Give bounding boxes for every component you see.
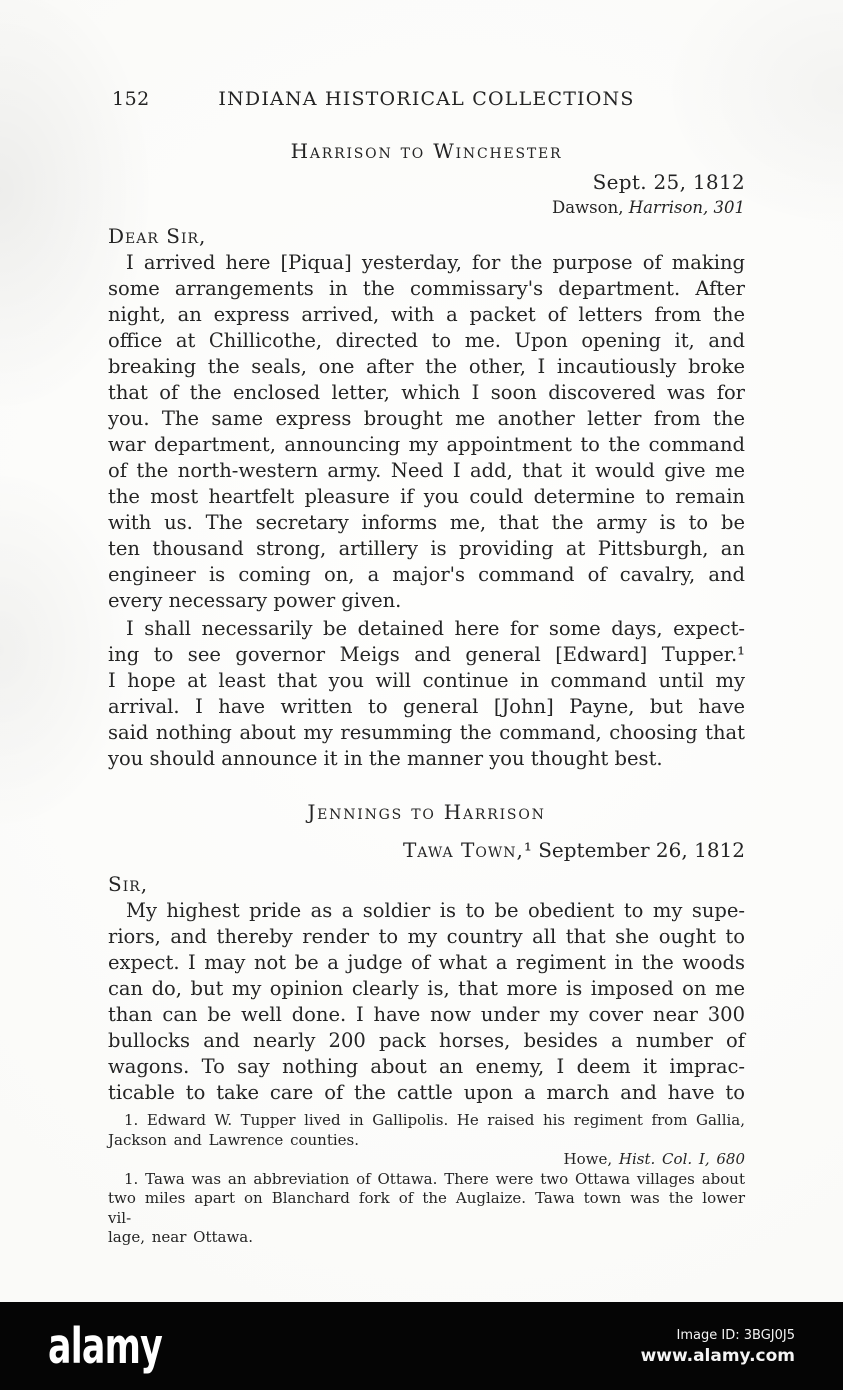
text-line: night, an express arrived, with a packet of letters from the (108, 303, 745, 326)
footnote-1 (108, 1111, 745, 1150)
text-line: wagons. To say nothing about an enemy, I deem it imprac- (108, 1055, 745, 1078)
text-line: that of the enclosed letter, which I soon discovered was for (108, 381, 745, 404)
footnote-source-citation (108, 1150, 745, 1170)
text-line: Jackson and Lawrence counties. (108, 1130, 359, 1149)
footnote-marker: ¹ (523, 838, 532, 862)
alamy-website-text: www.alamy.com (640, 1345, 795, 1366)
text-line: My highest pride as a soldier is to be obedient to my supe- (126, 899, 745, 922)
letter-paragraph (108, 616, 745, 772)
text-line: ticable to take care of the cattle upon a march and have to (108, 1081, 745, 1104)
watermark-info (641, 1326, 795, 1367)
text-line: engineer is coming on, a major's command of cavalry, and (108, 563, 745, 586)
text-line: every necessary power given. (108, 589, 402, 612)
source-roman: Dawson, (551, 198, 629, 217)
text-line: I hope at least that you will continue in command until my (108, 669, 745, 692)
letter-heading-jennings-to-harrison: Jennings to Harrison (307, 800, 546, 824)
letter-salutation: Dear Sir, (108, 224, 207, 248)
text-line: lage, near Ottawa. (108, 1228, 254, 1246)
text-line: 1. Tawa was an abbreviation of Ottawa. There were two Ottawa villages about (124, 1169, 745, 1188)
text-line: some arrangements in the commissary's department. After (108, 277, 745, 300)
source-italic: Harrison, 301 (628, 198, 745, 217)
letter-salutation: Sir, (108, 872, 149, 896)
text-line: riors, and thereby render to my country all that she ought to (108, 925, 745, 948)
running-head (108, 88, 745, 110)
source-italic: Hist. Col. I, 680 (618, 1150, 745, 1168)
letter-heading-harrison-to-winchester: Harrison to Winchester (290, 139, 563, 163)
alamy-logo: alamy (48, 1317, 163, 1375)
text-line: of the north-western army. Need I add, that it would give me (108, 459, 745, 482)
text-line: 1. Edward W. Tupper lived in Gallipolis. He raised his regiment from Gallia, (124, 1111, 745, 1129)
text-line: I arrived here [Piqua] yesterday, for the purpose of making (126, 251, 745, 274)
running-head-title: INDIANA HISTORICAL COLLECTIONS (218, 88, 635, 110)
letter-source-citation (108, 199, 745, 217)
image-id-text: Image ID: 3BGJ0J5 (676, 1327, 795, 1343)
text-line: two miles apart on Blanchard fork of the Auglaize. Tawa town was the lower vil- (108, 1189, 745, 1227)
letter-dateline: Sept. 25, 1812 (592, 170, 745, 194)
dateline-place: Tawa Town, (402, 838, 524, 862)
text-line: arrival. I have written to general [John] Payne, but have (108, 695, 745, 718)
text-line: I shall necessarily be detained here for some days, expect- (126, 617, 745, 640)
text-line: ing to see governor Meigs and general [Edward] Tupper.¹ (108, 643, 745, 666)
text-line: you. The same express brought me another letter from the (108, 407, 745, 430)
text-line: said nothing about my resumming the command, choosing that (108, 721, 745, 744)
text-line: war department, announcing my appointment to the command (108, 433, 745, 456)
text-line: ten thousand strong, artillery is providing at Pittsburgh, an (108, 537, 745, 560)
dateline-date: September 26, 1812 (531, 838, 745, 862)
text-line: breaking the seals, one after the other, I incautiously broke (108, 355, 745, 378)
text-line: office at Chillicothe, directed to me. Upon opening it, and (108, 329, 745, 352)
page-content (108, 88, 745, 1248)
source-roman: Howe, (563, 1150, 619, 1168)
watermark-bar (0, 1302, 843, 1390)
text-line: you should announce it in the manner you thought best. (108, 747, 663, 770)
text-line: with us. The secretary informs me, that the army is to be (108, 511, 745, 534)
text-line: can do, but my opinion clearly is, that more is imposed on me (108, 977, 745, 1000)
letter-paragraph (108, 250, 745, 614)
letter-paragraph (108, 898, 745, 1106)
text-line: than can be well done. I have now under my cover near 300 (108, 1003, 745, 1026)
text-line: the most heartfelt pleasure if you could determine to remain (108, 485, 745, 508)
page-number: 152 (112, 88, 150, 110)
footnote-2 (108, 1170, 745, 1248)
text-line: bullocks and nearly 200 pack horses, besides a number of (108, 1029, 745, 1052)
text-line: expect. I may not be a judge of what a regiment in the woods (108, 951, 745, 974)
footnotes-block (108, 1111, 745, 1248)
letter-dateline (108, 838, 745, 862)
